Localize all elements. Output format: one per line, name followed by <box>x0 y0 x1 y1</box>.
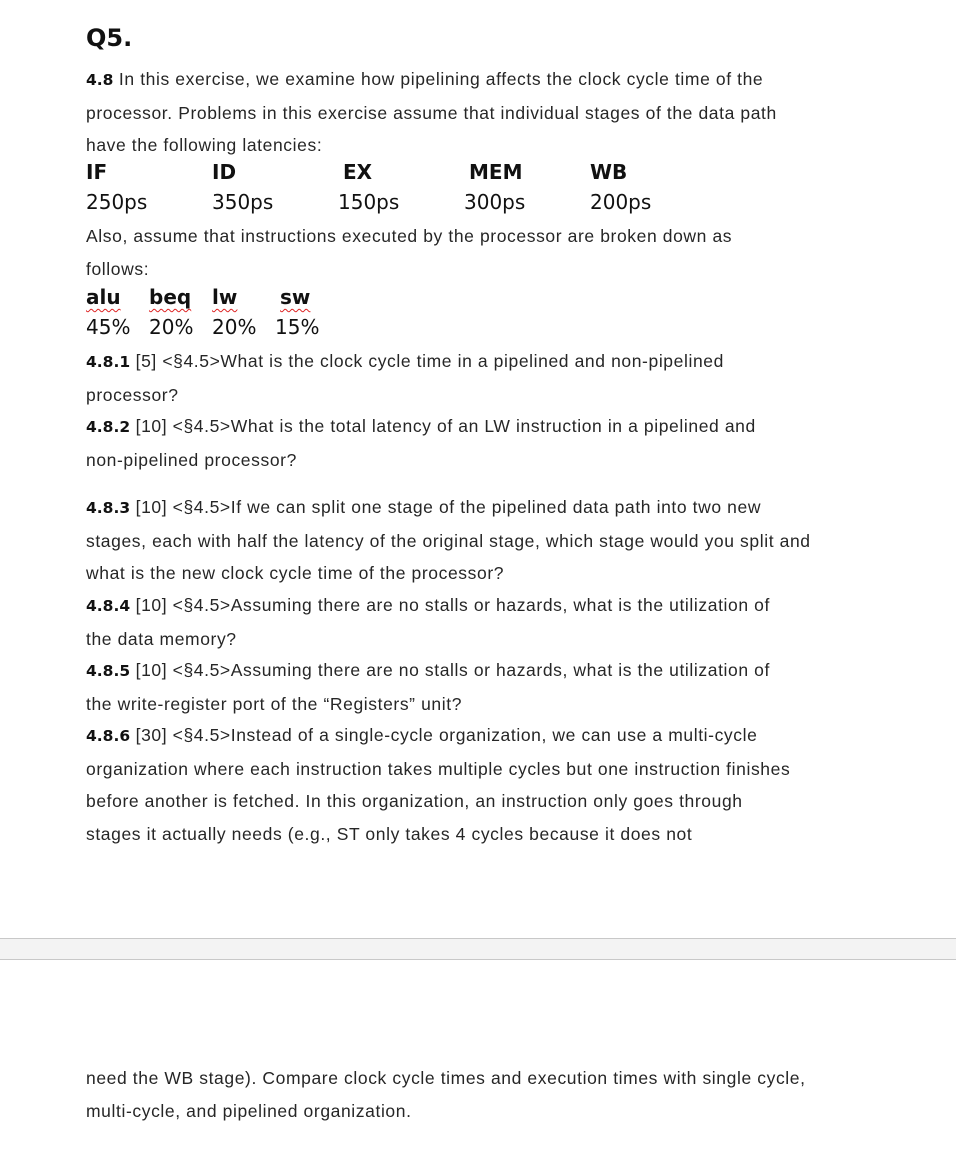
stage-latency: 250ps <box>86 190 148 214</box>
mix-header: alu <box>86 285 121 309</box>
problem-4-8-1 <box>86 345 766 411</box>
problem-number: 4.8.2 <box>86 418 131 436</box>
problem-4-8-3 <box>86 491 816 590</box>
stage-header: ID <box>212 160 237 184</box>
problem-number: 4.8.5 <box>86 662 131 680</box>
question-title: Q5. <box>86 24 133 52</box>
stage-header: WB <box>590 160 628 184</box>
stage-latency: 150ps <box>338 190 400 214</box>
problem-text: [5] <§4.5>What is the clock cycle time in a pipelined and non-pipelined processor? <box>86 351 724 405</box>
mix-percent: 15% <box>275 315 320 339</box>
problem-text: [10] <§4.5>Assuming there are no stalls or hazards, what is the utilization of the data memory? <box>86 595 770 649</box>
document-page-2 <box>0 960 956 1157</box>
stage-latency: 200ps <box>590 190 652 214</box>
stage-header: EX <box>343 160 373 184</box>
mix-header: lw <box>212 285 238 309</box>
problem-text: [30] <§4.5>Instead of a single-cycle organization, we can use a multi-cycle organization where each instruction takes multiple cycles but one instruction finishes before another is fetched. In this organization, an instruction only goes through stages it actually needs (e.g., ST only takes 4 cycles because it does not <box>86 725 791 844</box>
problem-number: 4.8.4 <box>86 597 131 615</box>
mix-intro-paragraph: Also, assume that instructions executed by the processor are broken down as follows: <box>86 226 733 279</box>
mix-header: sw <box>280 285 311 309</box>
problem-4-8-6 <box>86 719 791 850</box>
mix-header: beq <box>149 285 192 309</box>
stage-latency: 350ps <box>212 190 274 214</box>
mix-percent: 20% <box>212 315 257 339</box>
stage-header: MEM <box>469 160 523 184</box>
problem-text: [10] <§4.5>Assuming there are no stalls or hazards, what is the utilization of the write-register port of the “Registers” unit? <box>86 660 770 714</box>
problem-4-8-6-continuation: need the WB stage). Compare clock cycle times and execution times with single cycle, multi-cycle, and pipelined organization. <box>86 1068 806 1121</box>
problem-4-8-4 <box>86 589 786 655</box>
problem-4-8-5 <box>86 654 786 720</box>
mix-percent: 20% <box>149 315 194 339</box>
mix-percent: 45% <box>86 315 131 339</box>
problem-number: 4.8.6 <box>86 727 131 745</box>
stage-header: IF <box>86 160 108 184</box>
page-break-separator <box>0 938 956 960</box>
problem-text: [10] <§4.5>What is the total latency of an LW instruction in a pipelined and non-pipelined processor? <box>86 416 756 470</box>
problem-number: 4.8.3 <box>86 499 131 517</box>
problem-4-8-2 <box>86 410 766 476</box>
stage-latency: 300ps <box>464 190 526 214</box>
intro-text: In this exercise, we examine how pipelining affects the clock cycle time of the processor. Problems in this exercise assume that individual stages of the data path have the following latencies: <box>86 69 777 155</box>
problem-text: [10] <§4.5>If we can split one stage of the pipelined data path into two new stages, each with half the latency of the original stage, which stage would you split and what is the new clock cycle time of the processor? <box>86 497 811 583</box>
section-number: 4.8 <box>86 71 114 89</box>
problem-number: 4.8.1 <box>86 353 131 371</box>
intro-paragraph <box>86 63 816 162</box>
